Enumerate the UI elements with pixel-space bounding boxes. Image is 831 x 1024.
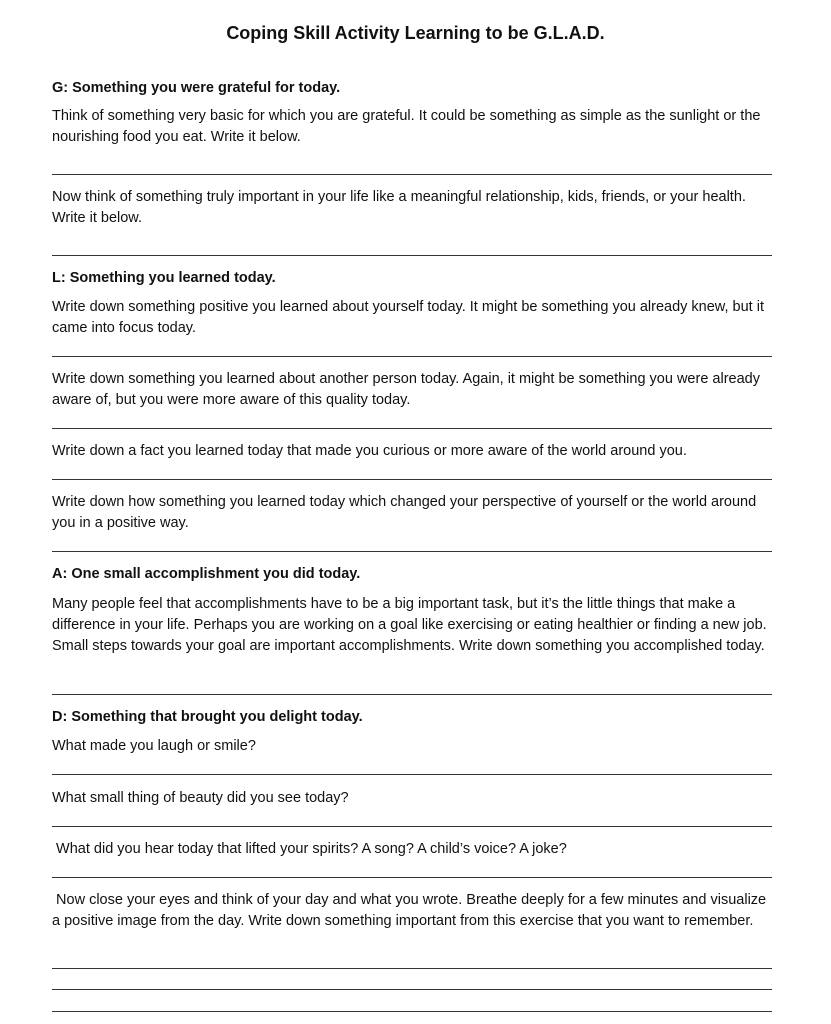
- prompt-d-beauty: What small thing of beauty did you see today?: [52, 790, 349, 806]
- prompt-l-fact: Write down a fact you learned today that made you curious or more aware of the world around you.: [52, 443, 687, 459]
- prompt-g-basic: Think of something very basic for which you are grateful. It could be something as simple as the sunlight or the nourishing food you eat. Write it below.: [52, 108, 761, 145]
- answer-line[interactable]: [52, 989, 772, 990]
- section-heading-l: L: Something you learned today.: [52, 270, 276, 286]
- answer-line[interactable]: [52, 968, 772, 969]
- prompt-l-perspective: Write down how something you learned today which changed your perspective of yourself or the world around you in a positive way.: [52, 494, 757, 531]
- prompt-d-laugh: What made you laugh or smile?: [52, 738, 256, 754]
- prompt-d-reflect: Now close your eyes and think of your day and what you wrote. Breathe deeply for a few minutes and visualize a positive image from the day. Write down something important from this exercise that you want to remember.: [52, 892, 771, 929]
- answer-line[interactable]: [52, 356, 772, 357]
- page-title: Coping Skill Activity Learning to be G.L.A.D.: [226, 23, 605, 43]
- prompt-l-self: Write down something positive you learned about yourself today. It might be something you already knew, but it came into focus today.: [52, 299, 764, 336]
- section-heading-g: G: Something you were grateful for today.: [52, 80, 341, 96]
- answer-line[interactable]: [52, 255, 772, 256]
- answer-line[interactable]: [52, 479, 772, 480]
- answer-line[interactable]: [52, 774, 772, 775]
- prompt-a-accomplishment: Many people feel that accomplishments have to be a big important task, but it’s the little things that make a difference in your life. Perhaps you are working on a goal like exercising or eating healthier or finding a new job. Small steps towards your goal are important accomplishments. Write down something you accomplished today.: [52, 596, 767, 654]
- section-heading-a: A: One small accomplishment you did today.: [52, 566, 361, 582]
- prompt-g-important: Now think of something truly important in your life like a meaningful relationship, kids, friends, or your health. Write it below.: [52, 189, 746, 226]
- answer-line[interactable]: [52, 174, 772, 175]
- prompt-d-hear: What did you hear today that lifted your spirits? A song? A child’s voice? A joke?: [52, 841, 567, 857]
- answer-line[interactable]: [52, 826, 772, 827]
- section-heading-d: D: Something that brought you delight today.: [52, 709, 363, 725]
- answer-line[interactable]: [52, 694, 772, 695]
- prompt-l-person: Write down something you learned about another person today. Again, it might be something you were already aware of, but you were more aware of this quality today.: [52, 371, 760, 408]
- answer-line[interactable]: [52, 428, 772, 429]
- answer-line[interactable]: [52, 877, 772, 878]
- answer-line[interactable]: [52, 551, 772, 552]
- answer-line[interactable]: [52, 1011, 772, 1012]
